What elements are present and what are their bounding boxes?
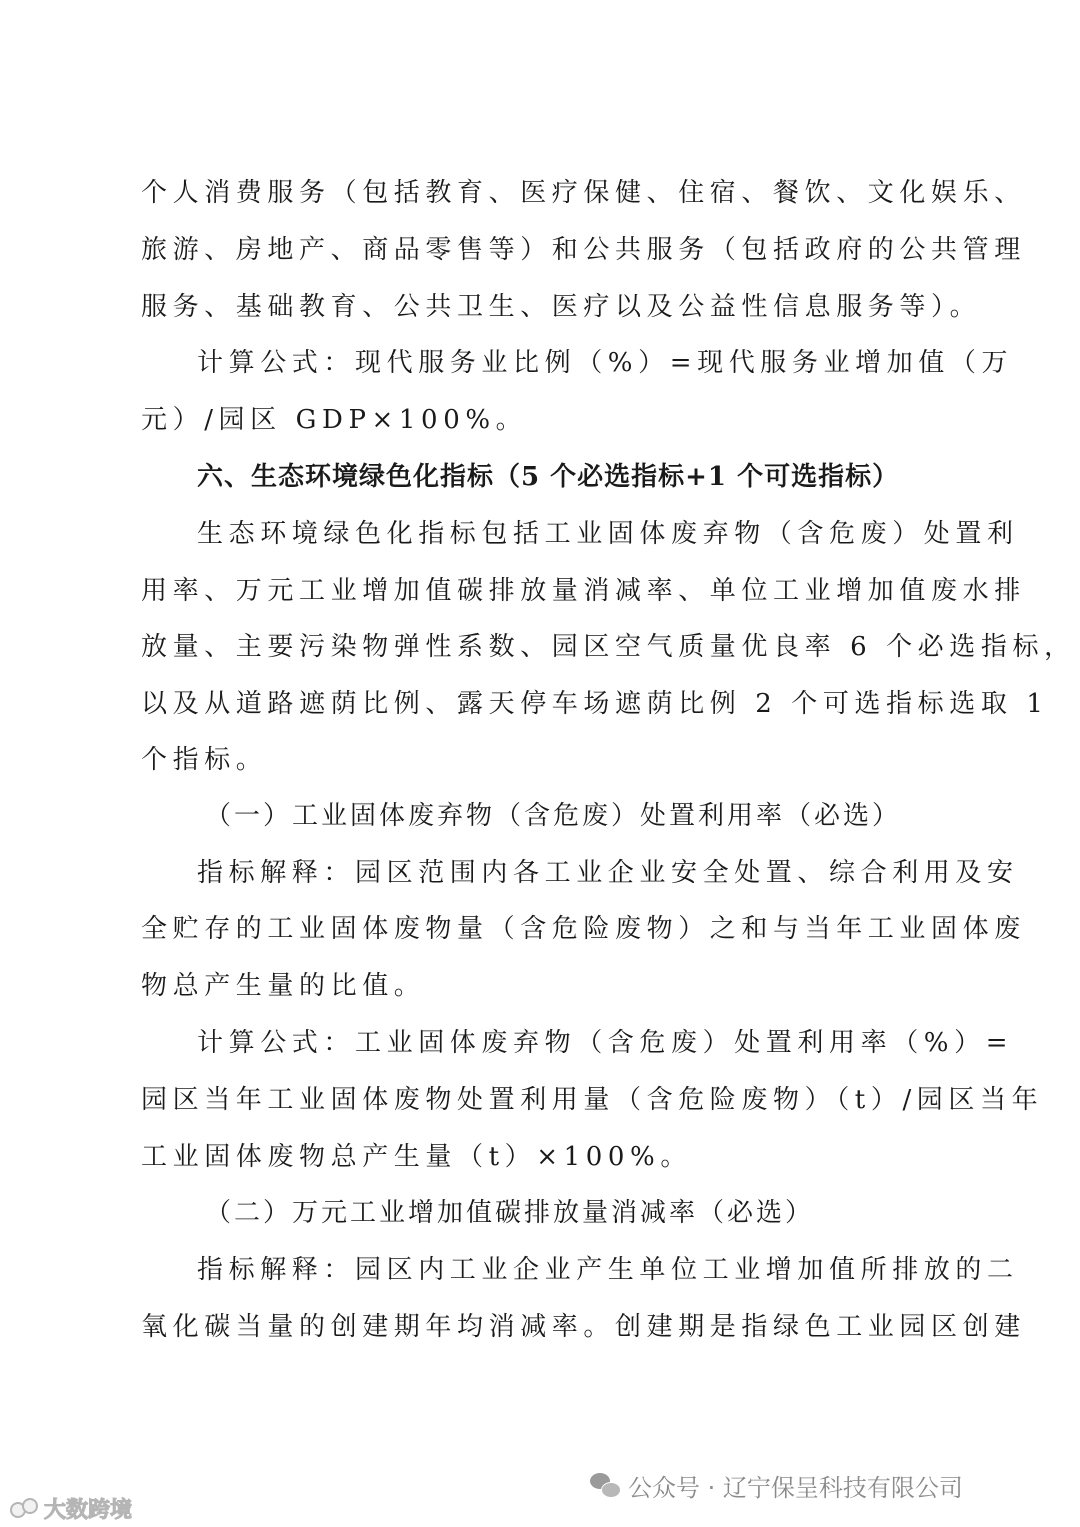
- paragraph-line: 放量、主要污染物弹性系数、园区空气质量优良率 6 个必选指标，: [141, 632, 1076, 662]
- paragraph-line: 氧化碳当量的创建期年均消减率。创建期是指绿色工业园区创建: [141, 1312, 1026, 1342]
- paragraph-line: 全贮存的工业固体废物量（含危险废物）之和与当年工业固体废: [141, 914, 1026, 944]
- watermark-text: 大数跨境: [44, 1498, 133, 1523]
- paragraph-line: 服务、基础教育、公共卫生、医疗以及公益性信息服务等）。: [141, 292, 982, 322]
- section-heading: 六、生态环境绿色化指标（5 个必选指标+1 个可选指标）: [197, 462, 900, 492]
- formula-line: 工业固体废物总产生量（t）×100%。: [141, 1142, 692, 1172]
- paragraph-line: 生态环境绿色化指标包括工业固体废弃物（含危废）处置利: [197, 519, 1019, 549]
- formula-line: 园区当年工业固体废物处置利用量（含危险废物）（t）/园区当年: [141, 1085, 1044, 1115]
- paragraph-line: 物总产生量的比值。: [141, 971, 426, 1001]
- paragraph-line: 以及从道路遮荫比例、露天停车场遮荫比例 2 个可选指标选取 1: [141, 689, 1049, 719]
- subsection-heading: （一）工业固体废弃物（含危废）处置利用率（必选）: [205, 801, 902, 831]
- watermark: [10, 1493, 132, 1524]
- paragraph-line: 个指标。: [141, 745, 268, 775]
- watermark-logo-icon: [10, 1498, 40, 1520]
- subsection-heading: （二）万元工业增加值碳排放量消减率（必选）: [205, 1198, 815, 1228]
- paragraph-line: 指标解释：园区内工业企业产生单位工业增加值所排放的二: [197, 1255, 1019, 1285]
- paragraph-line: 旅游、房地产、商品零售等）和公共服务（包括政府的公共管理: [141, 235, 1026, 265]
- paragraph-line: 指标解释：园区范围内各工业企业安全处置、综合利用及安: [197, 858, 1019, 888]
- wechat-footer: [590, 1468, 963, 1503]
- formula-line: 计算公式：现代服务业比例（%）=现代服务业增加值（万: [197, 348, 1014, 378]
- formula-line: 计算公式：工业固体废弃物（含危废）处置利用率（%）=: [197, 1028, 1014, 1058]
- footer-text: 公众号 · 辽宁保呈科技有限公司: [628, 1474, 963, 1502]
- formula-line: 元）/园区 GDP×100%。: [141, 405, 528, 435]
- paragraph-line: 用率、万元工业增加值碳排放量消减率、单位工业增加值废水排: [141, 576, 1026, 606]
- wechat-icon: [590, 1473, 620, 1499]
- paragraph-line: 个人消费服务（包括教育、医疗保健、住宿、餐饮、文化娱乐、: [141, 178, 1026, 208]
